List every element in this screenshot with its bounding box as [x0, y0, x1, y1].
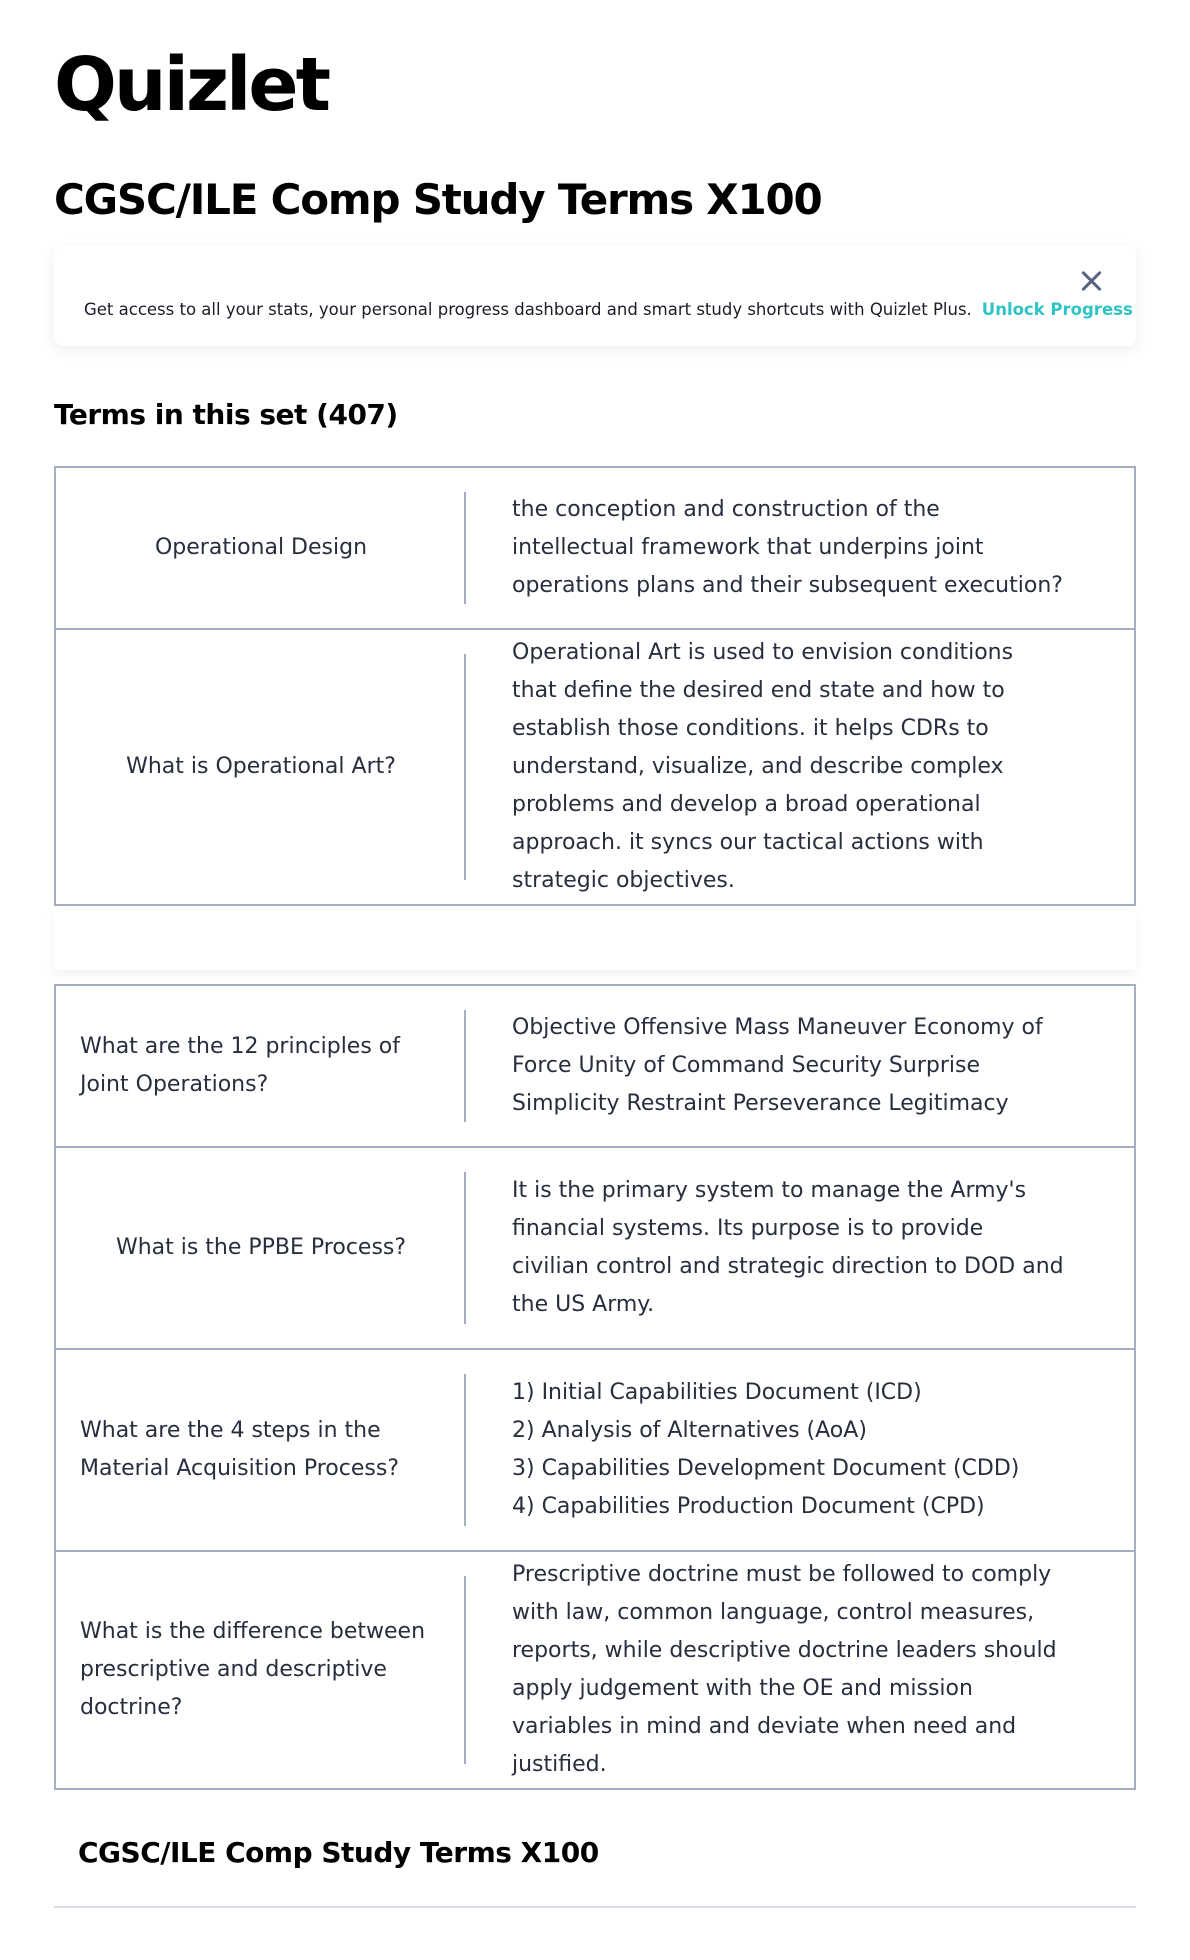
upgrade-banner — [54, 246, 1136, 346]
ad-placeholder — [54, 910, 1136, 970]
close-icon[interactable] — [1076, 266, 1106, 296]
card-term: What is the PPBE Process? — [115, 1235, 407, 1260]
term-card[interactable] — [54, 984, 1136, 1148]
card-definition: 1) Initial Capabilities Document (ICD) 2) Analysis of Alternatives (AoA) 3) Capabilities Development Document (CDD) 4) Capabilities Production Document (CPD) — [512, 1380, 1020, 1519]
footer-divider — [54, 1906, 1136, 1908]
card-term: What are the 4 steps in the Material Acquisition Process? — [80, 1418, 399, 1481]
page-title: CGSC/ILE Comp Study Terms X100 — [54, 175, 822, 224]
card-divider — [464, 1172, 466, 1324]
card-divider — [464, 1374, 466, 1526]
card-divider — [464, 654, 466, 880]
upgrade-banner-message: Get access to all your stats, your personal progress dashboard and smart study shortcuts with Quizlet Plus. — [84, 300, 972, 319]
card-divider — [464, 1010, 466, 1122]
term-card[interactable] — [54, 1348, 1136, 1552]
term-card[interactable] — [54, 1146, 1136, 1350]
card-definition: It is the primary system to manage the Army's financial systems. Its purpose is to provide civilian control and strategic direction to DOD and the US Army. — [512, 1178, 1064, 1317]
term-card[interactable] — [54, 466, 1136, 630]
footer-set-title[interactable]: CGSC/ILE Comp Study Terms X100 — [78, 1836, 599, 1869]
card-divider — [464, 1576, 466, 1764]
card-definition: Objective Offensive Mass Maneuver Economy of Force Unity of Command Security Surprise Simplicity Restraint Perseverance Legitimacy — [512, 1015, 1043, 1116]
card-term: What is the difference between prescriptive and descriptive doctrine? — [80, 1619, 426, 1720]
upgrade-banner-text — [84, 300, 1133, 319]
card-term: What is Operational Art? — [126, 754, 396, 779]
term-card[interactable] — [54, 1550, 1136, 1790]
card-definition: the conception and construction of the intellectual framework that underpins joint operations plans and their subsequent execution? — [512, 497, 1063, 598]
card-term: What are the 12 principles of Joint Operations? — [80, 1034, 400, 1097]
card-definition: Prescriptive doctrine must be followed to comply with law, common language, control measures, reports, while descriptive doctrine leaders should apply judgement with the OE and mission variables in mind and deviate when need and justified. — [512, 1562, 1057, 1777]
card-divider — [464, 492, 466, 604]
term-card[interactable] — [54, 628, 1136, 906]
card-definition: Operational Art is used to envision conditions that define the desired end state and how to establish those conditions. it helps CDRs to understand, visualize, and describe complex problems and develop a broad operational approach. it syncs our tactical actions with strategic objectives. — [512, 640, 1014, 893]
terms-heading: Terms in this set (407) — [54, 398, 398, 431]
card-term: Operational Design — [154, 535, 368, 560]
quizlet-logo[interactable]: Quizlet — [54, 42, 328, 128]
unlock-progress-link[interactable]: Unlock Progress — [981, 300, 1133, 319]
